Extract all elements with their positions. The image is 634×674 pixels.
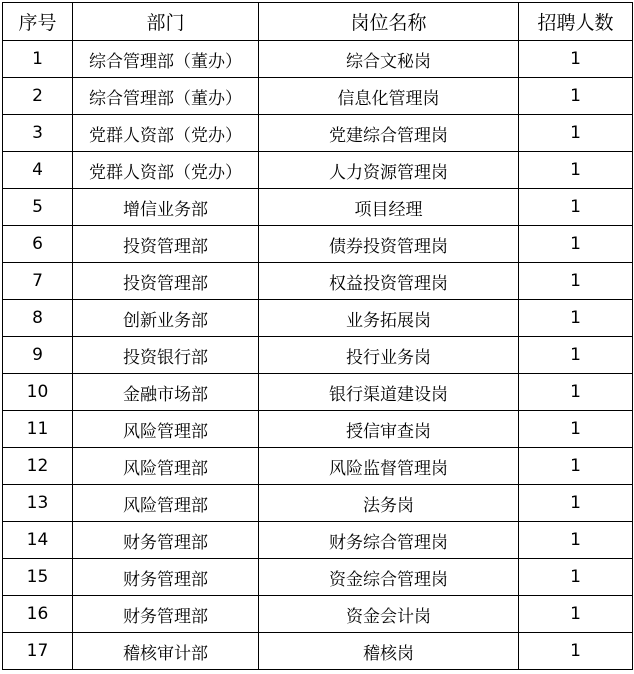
cell-no: 12 <box>3 448 73 485</box>
cell-post: 权益投资管理岗 <box>259 263 519 300</box>
cell-count: 1 <box>519 522 633 559</box>
cell-dept: 党群人资部（党办） <box>73 115 259 152</box>
cell-dept: 风险管理部 <box>73 485 259 522</box>
cell-no: 9 <box>3 337 73 374</box>
cell-count: 1 <box>519 411 633 448</box>
cell-post: 党建综合管理岗 <box>259 115 519 152</box>
cell-dept: 投资银行部 <box>73 337 259 374</box>
table-row <box>3 263 633 300</box>
cell-dept: 稽核审计部 <box>73 633 259 670</box>
cell-count: 1 <box>519 448 633 485</box>
table-row <box>3 78 633 115</box>
cell-post: 项目经理 <box>259 189 519 226</box>
cell-no: 17 <box>3 633 73 670</box>
cell-post: 资金会计岗 <box>259 596 519 633</box>
recruitment-table <box>2 2 633 670</box>
table-row <box>3 633 633 670</box>
cell-count: 1 <box>519 78 633 115</box>
cell-no: 10 <box>3 374 73 411</box>
cell-count: 1 <box>519 633 633 670</box>
cell-post: 授信审查岗 <box>259 411 519 448</box>
cell-post: 风险监督管理岗 <box>259 448 519 485</box>
cell-no: 4 <box>3 152 73 189</box>
header-dept: 部门 <box>73 3 259 41</box>
table-body <box>3 41 633 670</box>
cell-count: 1 <box>519 41 633 78</box>
cell-post: 投行业务岗 <box>259 337 519 374</box>
header-count: 招聘人数 <box>519 3 633 41</box>
cell-post: 财务综合管理岗 <box>259 522 519 559</box>
cell-count: 1 <box>519 337 633 374</box>
table-row <box>3 411 633 448</box>
cell-no: 15 <box>3 559 73 596</box>
cell-post: 稽核岗 <box>259 633 519 670</box>
cell-count: 1 <box>519 300 633 337</box>
cell-dept: 综合管理部（董办） <box>73 78 259 115</box>
header-row <box>3 3 633 41</box>
table-row <box>3 485 633 522</box>
cell-post: 业务拓展岗 <box>259 300 519 337</box>
cell-post: 资金综合管理岗 <box>259 559 519 596</box>
cell-post: 人力资源管理岗 <box>259 152 519 189</box>
cell-count: 1 <box>519 559 633 596</box>
table-row <box>3 522 633 559</box>
cell-count: 1 <box>519 226 633 263</box>
cell-dept: 创新业务部 <box>73 300 259 337</box>
cell-no: 13 <box>3 485 73 522</box>
cell-count: 1 <box>519 263 633 300</box>
cell-no: 5 <box>3 189 73 226</box>
cell-dept: 增信业务部 <box>73 189 259 226</box>
cell-dept: 风险管理部 <box>73 448 259 485</box>
header-no: 序号 <box>3 3 73 41</box>
cell-no: 1 <box>3 41 73 78</box>
cell-count: 1 <box>519 485 633 522</box>
cell-dept: 财务管理部 <box>73 522 259 559</box>
table-row <box>3 374 633 411</box>
table-row <box>3 448 633 485</box>
cell-post: 银行渠道建设岗 <box>259 374 519 411</box>
cell-dept: 风险管理部 <box>73 411 259 448</box>
cell-no: 16 <box>3 596 73 633</box>
cell-count: 1 <box>519 596 633 633</box>
cell-no: 2 <box>3 78 73 115</box>
cell-count: 1 <box>519 189 633 226</box>
cell-post: 债券投资管理岗 <box>259 226 519 263</box>
cell-no: 3 <box>3 115 73 152</box>
cell-dept: 财务管理部 <box>73 596 259 633</box>
cell-no: 6 <box>3 226 73 263</box>
table-row <box>3 596 633 633</box>
cell-count: 1 <box>519 374 633 411</box>
table-row <box>3 189 633 226</box>
cell-no: 8 <box>3 300 73 337</box>
cell-post: 信息化管理岗 <box>259 78 519 115</box>
cell-no: 11 <box>3 411 73 448</box>
cell-post: 法务岗 <box>259 485 519 522</box>
header-post: 岗位名称 <box>259 3 519 41</box>
cell-no: 7 <box>3 263 73 300</box>
cell-dept: 党群人资部（党办） <box>73 152 259 189</box>
cell-dept: 金融市场部 <box>73 374 259 411</box>
table-row <box>3 559 633 596</box>
table-row <box>3 226 633 263</box>
table-row <box>3 337 633 374</box>
cell-dept: 投资管理部 <box>73 226 259 263</box>
cell-dept: 综合管理部（董办） <box>73 41 259 78</box>
cell-count: 1 <box>519 152 633 189</box>
cell-post: 综合文秘岗 <box>259 41 519 78</box>
cell-no: 14 <box>3 522 73 559</box>
table-row <box>3 41 633 78</box>
cell-dept: 财务管理部 <box>73 559 259 596</box>
cell-dept: 投资管理部 <box>73 263 259 300</box>
table-header <box>3 3 633 41</box>
cell-count: 1 <box>519 115 633 152</box>
table-row <box>3 115 633 152</box>
table-row <box>3 152 633 189</box>
table-row <box>3 300 633 337</box>
